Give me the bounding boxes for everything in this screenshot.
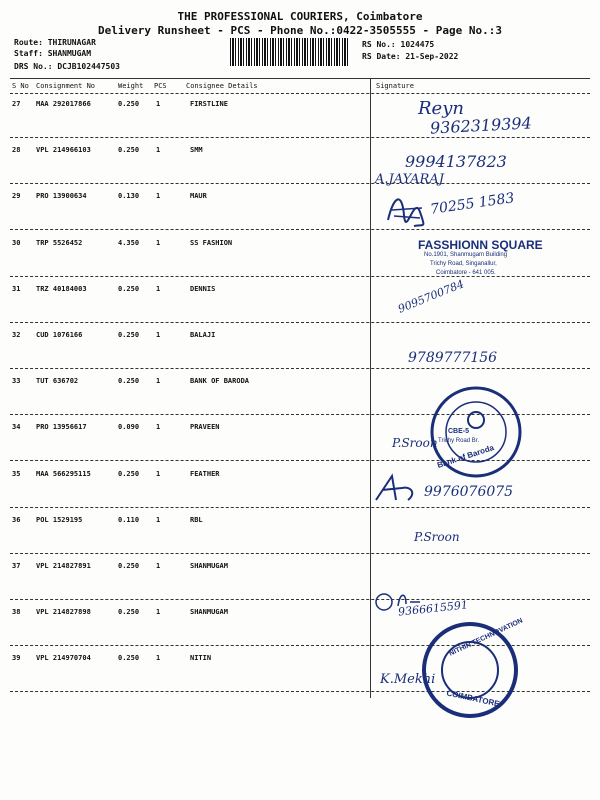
- row-consignment: VPL 214966103: [36, 146, 91, 154]
- row-consignee: SS FASHION: [190, 239, 233, 247]
- row-pcs: 1: [156, 377, 161, 385]
- row-consignee: FIRSTLINE: [190, 100, 228, 108]
- row-consignment: VPL 214970704: [36, 654, 91, 662]
- row-consignment: PRO 13956617: [36, 423, 87, 431]
- signature-scribble-35: [372, 470, 422, 506]
- nithin-stamp-bottom: COIMBATORE: [445, 688, 501, 709]
- phone-28: 9994137823: [405, 152, 507, 171]
- row-pcs: 1: [156, 470, 161, 478]
- row-separator: [10, 137, 590, 138]
- row-separator: [10, 368, 590, 369]
- row-sno: 38: [12, 608, 21, 616]
- bank-stamp-branch: CBE-5: [448, 428, 470, 435]
- row-weight: 0.250: [118, 377, 140, 385]
- rs-date: RS Date: 21-Sep-2022: [362, 52, 459, 61]
- phone-29: 70255 1583: [429, 190, 516, 218]
- row-sno: 35: [12, 470, 21, 478]
- row-separator: [10, 322, 590, 323]
- row-sno: 27: [12, 100, 21, 108]
- row-weight: 0.250: [118, 562, 140, 570]
- row-pcs: 1: [156, 562, 161, 570]
- row-consignee: RBL: [190, 516, 203, 524]
- row-weight: 0.250: [118, 146, 140, 154]
- row-sno: 29: [12, 192, 21, 200]
- col-header-pcs: PCS: [154, 82, 167, 90]
- row-pcs: 1: [156, 239, 161, 247]
- phone-35: 9976076075: [424, 484, 514, 500]
- row-sno: 34: [12, 423, 21, 431]
- row-consignment: MAA 292017866: [36, 100, 91, 108]
- row-consignee: SHANMUGAM: [190, 608, 228, 616]
- row-pcs: 1: [156, 423, 161, 431]
- table-top-rule: [10, 78, 590, 79]
- signature-scribble-29: [384, 190, 428, 230]
- row-consignment: VPL 214827891: [36, 562, 91, 570]
- drs-number: DRS No.: DCJB102447503: [14, 62, 120, 71]
- row-separator: [10, 553, 590, 554]
- document-subtitle: Delivery Runsheet - PCS - Phone No.:0422-3505555 - Page No.:3: [98, 24, 502, 37]
- name-34: P.Sroon: [392, 436, 438, 450]
- col-header-sno: S No: [12, 82, 29, 90]
- rs-number: RS No.: 1024475: [362, 40, 435, 49]
- row-sno: 32: [12, 331, 21, 339]
- row-sno: 36: [12, 516, 21, 524]
- row-weight: 0.250: [118, 608, 140, 616]
- row-consignment: VPL 214827898: [36, 608, 91, 616]
- row-pcs: 1: [156, 516, 161, 524]
- staff-label: Staff: SHANMUGAM: [14, 49, 92, 58]
- row-consignee: FEATHER: [190, 470, 220, 478]
- row-consignment: CUD 1076166: [36, 331, 83, 339]
- row-pcs: 1: [156, 654, 161, 662]
- row-separator: [10, 229, 590, 230]
- row-consignee: NITIN: [190, 654, 212, 662]
- row-consignee: DENNIS: [190, 285, 216, 293]
- name-36: P.Sroon: [414, 530, 460, 544]
- fashion-stamp-line1: No.1901, Shanmugam Building: [424, 252, 508, 258]
- row-separator: [10, 183, 590, 184]
- row-pcs: 1: [156, 100, 161, 108]
- signature-scribble-37: [374, 588, 424, 618]
- row-separator: [10, 507, 590, 508]
- row-pcs: 1: [156, 285, 161, 293]
- row-sno: 33: [12, 377, 21, 385]
- row-consignment: PRO 13900634: [36, 192, 87, 200]
- row-sno: 30: [12, 239, 21, 247]
- row-weight: 0.250: [118, 331, 140, 339]
- row-consignee: SMM: [190, 146, 203, 154]
- row-weight: 0.110: [118, 516, 140, 524]
- fashion-stamp-line2: Trichy Road, Singanallur,: [430, 261, 497, 267]
- phone-37: 9366615591: [397, 598, 469, 619]
- row-sno: 37: [12, 562, 21, 570]
- phone-31: 9095700784: [396, 277, 466, 316]
- row-consignee: PRAVEEN: [190, 423, 220, 431]
- name-39: K.Mekhi: [380, 672, 436, 687]
- row-pcs: 1: [156, 331, 161, 339]
- row-sno: 39: [12, 654, 21, 662]
- row-consignee: BANK OF BARODA: [190, 377, 250, 385]
- row-consignee: SHANMUGAM: [190, 562, 228, 570]
- row-separator: [10, 599, 590, 600]
- nithin-stamp-top: NITHIN TECHNOVATION: [448, 617, 524, 658]
- col-header-signature: Signature: [376, 82, 414, 90]
- row-sno: 31: [12, 285, 21, 293]
- fashion-stamp-line3: Coimbatore - 641 005.: [436, 270, 496, 276]
- bank-stamp-text: Bank of Baroda: [436, 443, 496, 470]
- row-consignee: MAUR: [190, 192, 207, 200]
- row-separator: [10, 276, 590, 277]
- row-weight: 0.250: [118, 100, 140, 108]
- col-header-weight: Weight: [118, 82, 144, 90]
- signature-column-divider: [370, 78, 371, 698]
- row-consignment: TRP 5526452: [36, 239, 83, 247]
- row-consignment: POL 1529195: [36, 516, 83, 524]
- phone-27: 9362319394: [429, 113, 533, 138]
- row-sno: 28: [12, 146, 21, 154]
- row-weight: 0.090: [118, 423, 140, 431]
- row-weight: 0.130: [118, 192, 140, 200]
- phone-32: 9789777156: [408, 350, 498, 366]
- col-header-consignee: Consignee Details: [186, 82, 258, 90]
- row-consignee: BALAJI: [190, 331, 216, 339]
- signature-27: Reyn: [418, 98, 464, 119]
- row-weight: 0.250: [118, 470, 140, 478]
- row-consignment: TUT 636702: [36, 377, 79, 385]
- row-consignment: MAA 566295115: [36, 470, 91, 478]
- row-weight: 4.350: [118, 239, 140, 247]
- row-pcs: 1: [156, 146, 161, 154]
- route-label: Route: THIRUNAGAR: [14, 38, 96, 47]
- barcode: [230, 38, 350, 66]
- row-weight: 0.250: [118, 285, 140, 293]
- row-pcs: 1: [156, 608, 161, 616]
- name-28: A.JAYARAJ: [375, 172, 444, 187]
- bank-stamp-road: Trichy Road Br.: [438, 438, 480, 444]
- fashion-stamp-name: FASSHIONN SQUARE: [418, 238, 543, 252]
- row-pcs: 1: [156, 192, 161, 200]
- nithin-stamp: [420, 620, 520, 720]
- row-consignment: TRZ 40184003: [36, 285, 87, 293]
- document-title: THE PROFESSIONAL COURIERS, Coimbatore: [177, 10, 423, 23]
- row-weight: 0.250: [118, 654, 140, 662]
- table-header-rule: [10, 93, 590, 94]
- col-header-consignment: Consignment No: [36, 82, 96, 90]
